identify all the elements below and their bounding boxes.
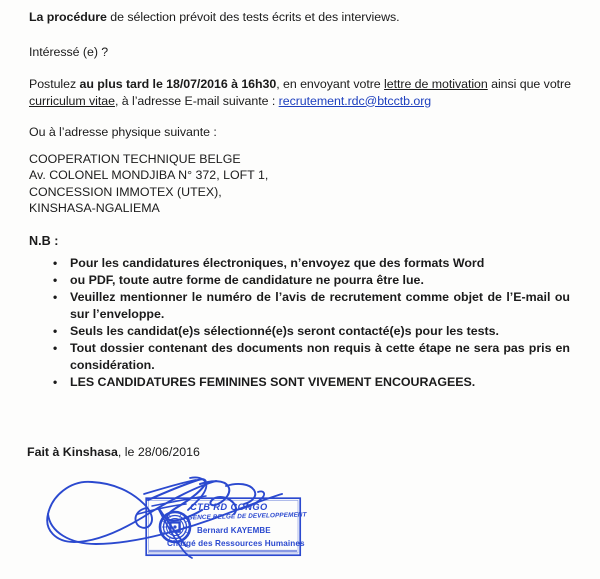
list-item-text: Seuls les candidat(e)s sélectionné(e)s seront contacté(e)s pour les tests.	[70, 323, 499, 338]
apply-motivation-letter: lettre de motivation	[384, 77, 488, 91]
stamp-subtitle: AGENCE BELGE DE DEVELOPPEMENT	[182, 511, 307, 522]
list-item	[53, 272, 570, 289]
nb-list	[43, 255, 570, 391]
apply-text-3: ainsi que votre	[487, 77, 571, 91]
stamp-signatory-name: Bernard KAYEMBE	[197, 526, 271, 535]
bullet-icon: •	[53, 256, 58, 270]
apply-curriculum-vitae: curriculum vitae	[29, 93, 115, 108]
paragraph-apply	[29, 76, 575, 109]
nb-label: N.B :	[29, 234, 59, 248]
list-item	[53, 340, 570, 373]
paragraph-interested: Intéressé (e) ?	[29, 45, 109, 59]
list-item-text: Veuillez mentionner le numéro de l’avis de recrutement comme objet de l’E-mail ou sur l’enveloppe.	[70, 290, 570, 321]
address-line: COOPERATION TECHNIQUE BELGE	[29, 152, 241, 166]
list-item-text: LES CANDIDATURES FEMININES SONT VIVEMENT ENCOURAGEES.	[70, 374, 476, 389]
list-item-text: Pour les candidatures électroniques, n’envoyez que des formats Word	[70, 256, 485, 270]
stamp-signatory-role: Chargé des Ressources Humaines	[167, 539, 305, 548]
apply-text-1: Postulez	[29, 77, 80, 91]
bullet-icon: •	[53, 323, 58, 338]
list-item	[53, 289, 570, 322]
apply-deadline: au plus tard le 18/07/2016 à 16h30	[79, 77, 277, 91]
intro-bold-lead: La procédure	[29, 10, 107, 24]
bullet-icon: •	[53, 273, 58, 288]
closing-line	[27, 445, 200, 459]
official-stamp	[145, 497, 307, 557]
address-line: CONCESSION IMMOTEX (UTEX),	[29, 184, 222, 199]
email-link[interactable]: recrutement.rdc@btcctb.org	[278, 93, 432, 108]
list-item	[53, 374, 570, 391]
closing-date: , le 28/06/2016	[117, 445, 200, 459]
apply-text-2: , en envoyant votre	[276, 77, 385, 91]
apply-text-4: , à l’adresse E-mail suivante :	[114, 93, 279, 108]
bullet-icon: •	[53, 340, 58, 355]
list-item	[53, 323, 570, 340]
bullet-icon: •	[53, 290, 58, 305]
address-line: Av. COLONEL MONDJIBA N° 372, LOFT 1,	[29, 168, 269, 183]
stamp-organisation: CTB RD CONGO	[190, 502, 268, 512]
list-item	[53, 255, 570, 272]
closing-place: Fait à Kinshasa	[27, 445, 118, 459]
paragraph-intro	[29, 9, 574, 26]
paragraph-or-address: Ou à l’adresse physique suivante :	[29, 125, 217, 139]
bullet-icon: •	[53, 374, 58, 389]
intro-rest: de sélection prévoit des tests écrits et des interviews.	[106, 10, 400, 24]
list-item-text: ou PDF, toute autre forme de candidature ne pourra être lue.	[70, 273, 424, 288]
address-line: KINSHASA-NGALIEMA	[29, 201, 160, 216]
list-item-text: Tout dossier contenant des documents non requis à cette étape ne sera pas pris en considération.	[70, 340, 570, 372]
address-block	[29, 151, 268, 217]
